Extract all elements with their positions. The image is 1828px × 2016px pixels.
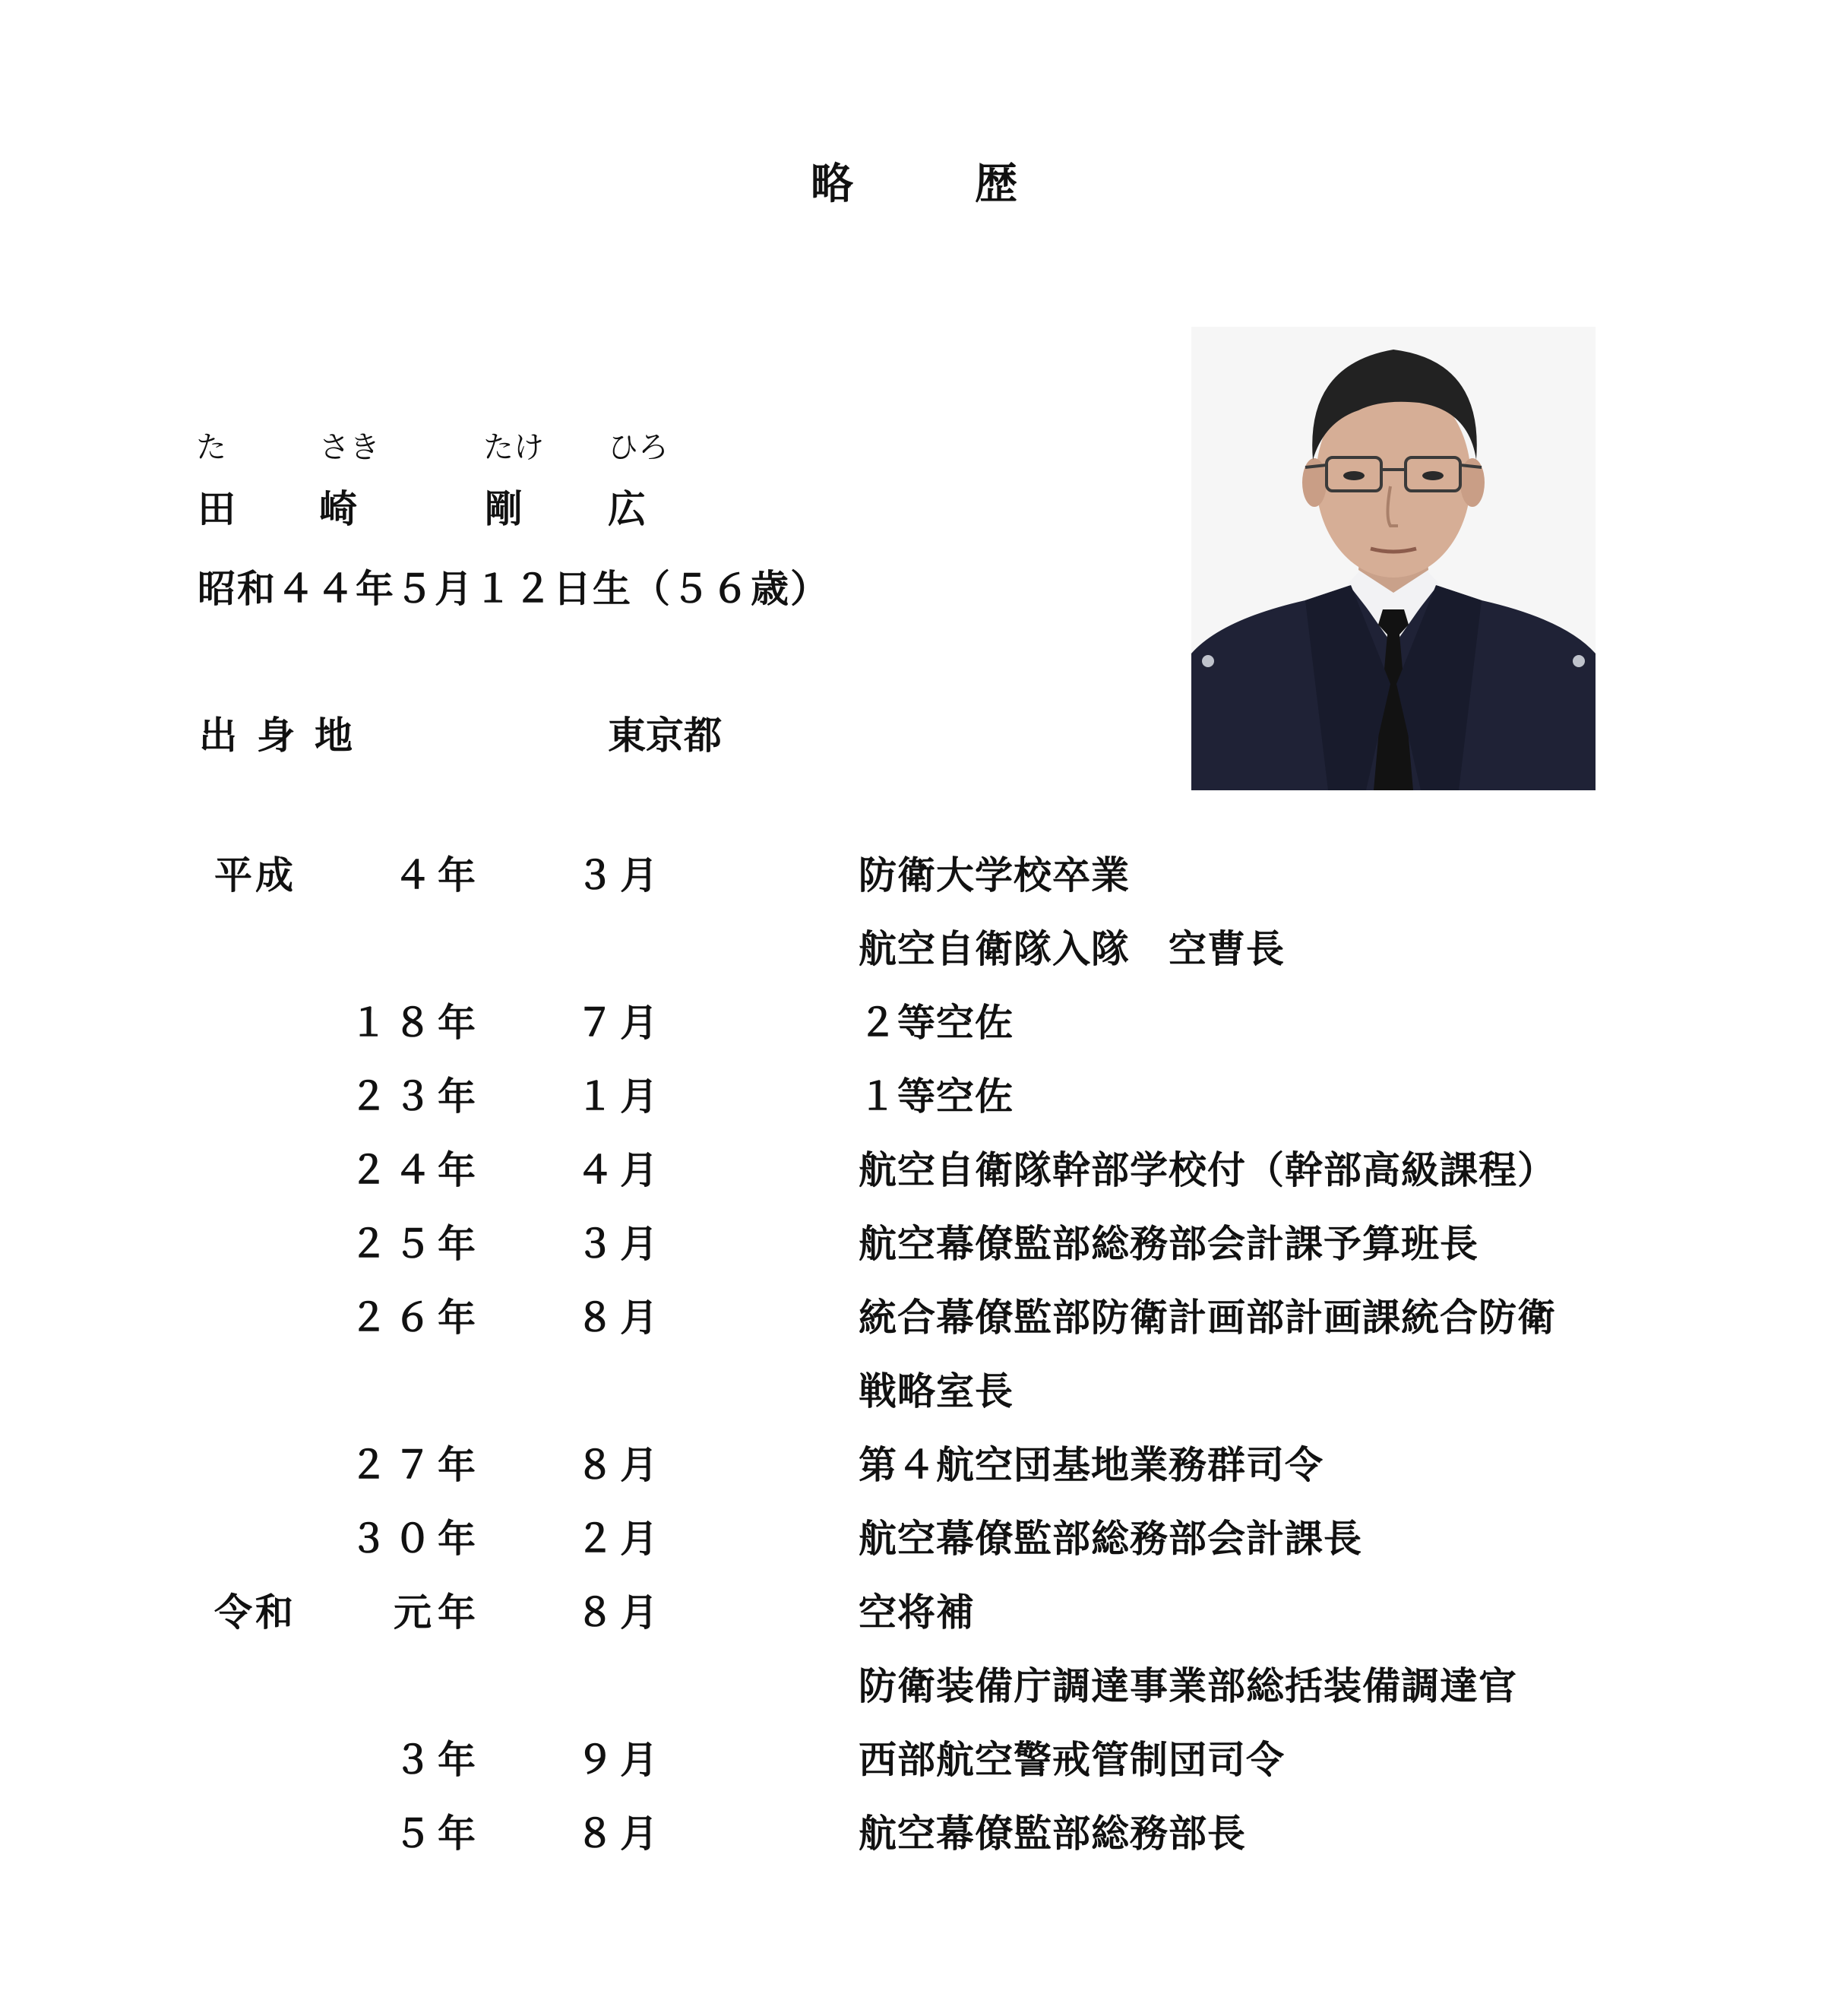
career-year: ４年 bbox=[394, 853, 482, 897]
career-event: ２等空佐 bbox=[859, 1001, 1014, 1045]
career-event: 航空幕僚監部総務部長 bbox=[859, 1812, 1246, 1856]
career-month: ８月 bbox=[576, 1296, 664, 1340]
career-month: ３月 bbox=[576, 853, 664, 897]
career-year: ２７年 bbox=[349, 1443, 482, 1487]
career-year: ２４年 bbox=[349, 1148, 482, 1192]
career-month: ４月 bbox=[576, 1148, 664, 1192]
career-year: １８年 bbox=[349, 1001, 482, 1045]
career-year: ５年 bbox=[394, 1812, 482, 1856]
page-title bbox=[0, 150, 1828, 211]
career-event: 西部航空警戒管制団司令 bbox=[859, 1738, 1285, 1782]
origin-label: 出身地 bbox=[199, 714, 372, 758]
career-month: ８月 bbox=[576, 1590, 664, 1635]
title-char-1: 略 bbox=[811, 160, 853, 209]
furigana-3: たけ bbox=[483, 430, 544, 465]
career-row bbox=[0, 1662, 1828, 1736]
career-month: ８月 bbox=[576, 1812, 664, 1856]
career-timeline bbox=[0, 851, 1828, 1883]
career-row bbox=[0, 1441, 1828, 1514]
career-year: ３年 bbox=[394, 1738, 482, 1782]
career-event: 航空自衛隊幹部学校付（幹部高級課程） bbox=[859, 1148, 1556, 1192]
name-char-2: 崎 bbox=[319, 487, 357, 531]
career-event: １等空佐 bbox=[859, 1074, 1014, 1119]
career-row bbox=[0, 1072, 1828, 1146]
career-month: ７月 bbox=[576, 1001, 664, 1045]
career-era: 令和 bbox=[214, 1590, 296, 1635]
career-month: ８月 bbox=[576, 1443, 664, 1487]
career-event: 戦略室長 bbox=[859, 1369, 1014, 1413]
career-event: 航空幕僚監部総務部会計課長 bbox=[859, 1517, 1362, 1561]
career-era: 平成 bbox=[214, 853, 296, 897]
name-char-4: 広 bbox=[608, 487, 646, 531]
career-event: 第４航空団基地業務群司令 bbox=[859, 1443, 1324, 1487]
career-row bbox=[0, 1146, 1828, 1220]
career-month: １月 bbox=[576, 1074, 664, 1119]
career-month: ２月 bbox=[576, 1517, 664, 1561]
career-year: ２５年 bbox=[349, 1222, 482, 1266]
career-year: ３０年 bbox=[349, 1517, 482, 1561]
career-row bbox=[0, 999, 1828, 1072]
career-event: 防衛大学校卒業 bbox=[859, 853, 1130, 897]
career-year: ２６年 bbox=[349, 1296, 482, 1340]
career-row bbox=[0, 925, 1828, 999]
origin-value: 東京都 bbox=[608, 714, 722, 758]
career-month: ３月 bbox=[576, 1222, 664, 1266]
career-event: 統合幕僚監部防衛計画部計画課統合防衛 bbox=[859, 1296, 1556, 1340]
furigana-1: た bbox=[196, 430, 226, 465]
portrait-illustration bbox=[1191, 327, 1596, 790]
career-row bbox=[0, 1220, 1828, 1293]
career-event: 航空幕僚監部総務部会計課予算班長 bbox=[859, 1222, 1479, 1266]
name-char-3: 剛 bbox=[485, 487, 523, 531]
career-year: 元年 bbox=[394, 1590, 482, 1635]
career-year: ２３年 bbox=[349, 1074, 482, 1119]
portrait-photo bbox=[1191, 327, 1596, 790]
career-row bbox=[0, 1588, 1828, 1662]
furigana-2: さき bbox=[319, 430, 380, 465]
furigana-4: ひろ bbox=[608, 430, 669, 465]
career-row bbox=[0, 1736, 1828, 1809]
career-row bbox=[0, 1293, 1828, 1367]
career-event: 航空自衛隊入隊 空曹長 bbox=[859, 927, 1285, 971]
career-row bbox=[0, 1514, 1828, 1588]
title-char-2: 歴 bbox=[975, 160, 1017, 209]
career-row bbox=[0, 851, 1828, 925]
name-char-1: 田 bbox=[198, 487, 236, 531]
career-row bbox=[0, 1367, 1828, 1441]
career-event: 防衛装備庁調達事業部総括装備調達官 bbox=[859, 1664, 1517, 1708]
career-month: ９月 bbox=[576, 1738, 664, 1782]
career-event: 空将補 bbox=[859, 1590, 975, 1635]
birth-date: 昭和４４年５月１２日生（５６歳） bbox=[198, 567, 830, 611]
career-row bbox=[0, 1809, 1828, 1883]
